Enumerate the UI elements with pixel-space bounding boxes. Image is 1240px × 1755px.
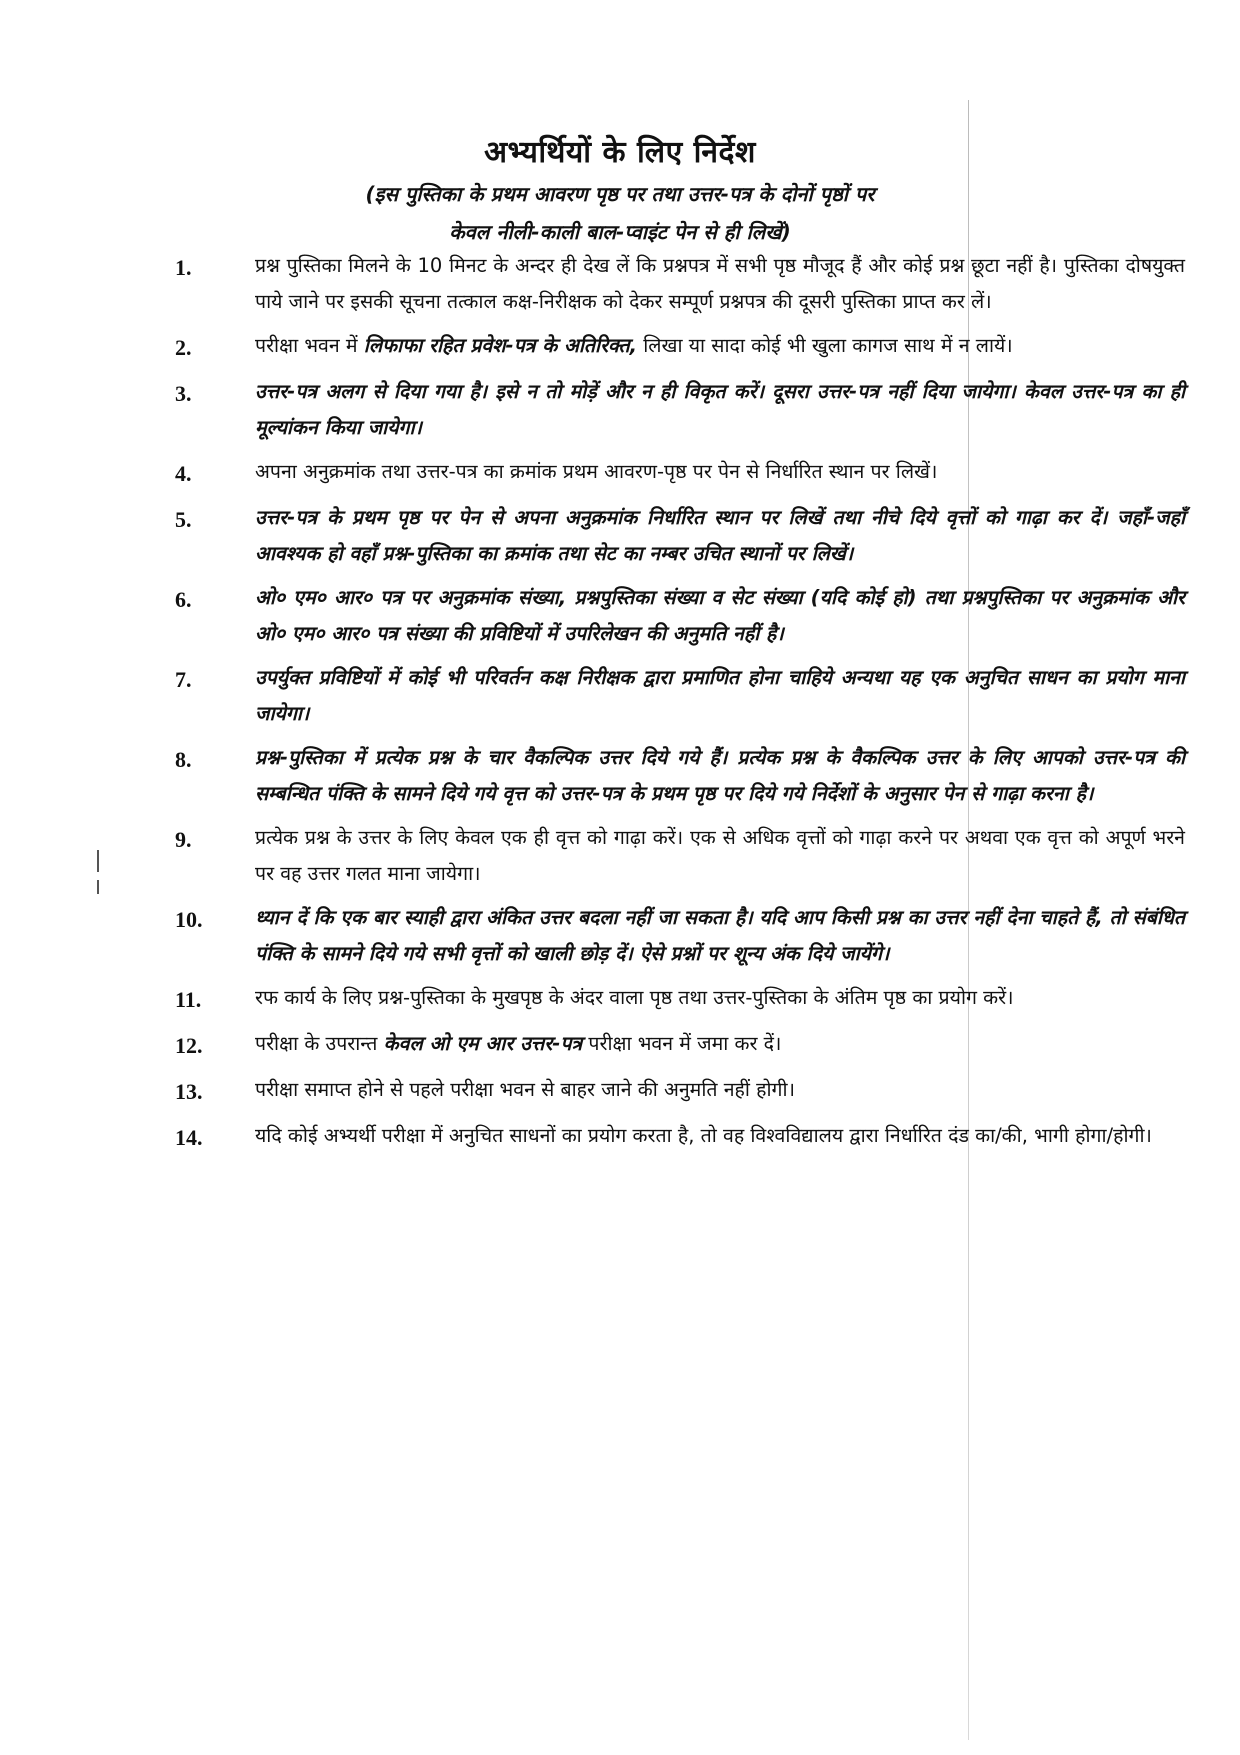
margin-mark — [97, 880, 99, 894]
instruction-text — [255, 248, 1185, 320]
instruction-item — [175, 374, 1185, 446]
instruction-text-part: प्रत्येक प्रश्न के उत्तर के लिए केवल एक ही वृत्त को गाढ़ा करें। एक से अधिक वृत्तों को गाढ़ा करने पर अथवा एक वृत्त को अपूर्ण भरने पर वह उत्तर गलत माना जायेगा। — [255, 826, 1185, 885]
instruction-text-part: रफ कार्य के लिए प्रश्न-पुस्तिका के मुखपृष्ठ के अंदर वाला पृष्ठ तथा उत्तर-पुस्तिका के अंतिम पृष्ठ का प्रयोग करें। — [255, 986, 1014, 1009]
instruction-number: 7. — [175, 667, 192, 692]
page-title: अभ्यर्थियों के लिए निर्देश — [484, 135, 756, 171]
instruction-text — [255, 1118, 1185, 1154]
margin-mark — [97, 850, 99, 872]
page-subtitle — [250, 175, 990, 251]
instruction-text-emphasis: उपर्युक्त प्रविष्टियों में कोई भी परिवर्तन कक्ष निरीक्षक द्वारा प्रमाणित होना चाहिये अन्यथा यह एक अनुचित साधन का प्रयोग माना जायेगा। — [255, 666, 1185, 725]
instruction-item — [175, 580, 1185, 652]
subtitle-line-1: (इस पुस्तिका के प्रथम आवरण पृष्ठ पर तथा उत्तर-पत्र के दोनों पृष्ठों पर — [365, 182, 875, 206]
instruction-text-part: परीक्षा भवन में जमा कर दें। — [582, 1032, 782, 1055]
instruction-number: 10. — [175, 907, 203, 932]
instruction-text-emphasis: लिफाफा रहित प्रवेश-पत्र के अतिरिक्त, — [363, 334, 638, 357]
subtitle-line-2: केवल नीली-काली बाल-प्वाइंट पेन से ही लिखें) — [449, 220, 791, 244]
instruction-text-emphasis: प्रश्न-पुस्तिका में प्रत्येक प्रश्न के चार वैकल्पिक उत्तर दिये गये हैं। प्रत्येक प्रश्न के वैकल्पिक उत्तर के लिए आपको उत्तर-पत्र की सम्बन्धित पंक्ति के सामने दिये गये वृत्त को उत्तर-पत्र के प्रथम पृष्ठ पर दिये गये निर्देशों के अनुसार पेन से गाढ़ा करना है। — [255, 746, 1185, 805]
instruction-number: 9. — [175, 827, 192, 852]
instruction-text-part: प्रश्न पुस्तिका मिलने के 10 मिनट के अन्दर ही देख लें कि प्रश्नपत्र में सभी पृष्ठ मौजूद हैं और कोई प्रश्न छूटा नहीं है। पुस्तिका दोषयुक्त पाये जाने पर इसकी सूचना तत्काल कक्ष-निरीक्षक को देकर सम्पूर्ण प्रश्नपत्र की दूसरी पुस्तिका प्राप्त कर लें। — [255, 254, 1185, 313]
instruction-number: 13. — [175, 1079, 203, 1104]
instruction-number: 3. — [175, 381, 192, 406]
instruction-text — [255, 980, 1185, 1016]
instruction-item — [175, 820, 1185, 892]
instruction-text-part: अपना अनुक्रमांक तथा उत्तर-पत्र का क्रमांक प्रथम आवरण-पृष्ठ पर पेन से निर्धारित स्थान पर लिखें। — [255, 460, 938, 483]
instruction-item — [175, 980, 1185, 1018]
instruction-text — [255, 454, 1185, 490]
instruction-item — [175, 1118, 1185, 1156]
instruction-item — [175, 660, 1185, 732]
instruction-text-emphasis: केवल ओ एम आर उत्तर-पत्र — [383, 1032, 583, 1055]
instruction-list — [175, 248, 1185, 1164]
instruction-number: 5. — [175, 507, 192, 532]
instruction-item — [175, 248, 1185, 320]
instruction-item — [175, 1026, 1185, 1064]
instruction-text — [255, 328, 1185, 364]
instruction-number: 8. — [175, 747, 192, 772]
instruction-text-emphasis: उत्तर-पत्र अलग से दिया गया है। इसे न तो मोड़ें और न ही विकृत करें। दूसरा उत्तर-पत्र नहीं दिया जायेगा। केवल उत्तर-पत्र का ही मूल्यांकन किया जायेगा। — [255, 380, 1185, 439]
instruction-text — [255, 740, 1185, 812]
instruction-text-emphasis: उत्तर-पत्र के प्रथम पृष्ठ पर पेन से अपना अनुक्रमांक निर्धारित स्थान पर लिखें तथा नीचे दिये वृत्तों को गाढ़ा कर दें। जहाँ-जहाँ आवश्यक हो वहाँ प्रश्न-पुस्तिका का क्रमांक तथा सेट का नम्बर उचित स्थानों पर लिखें। — [255, 506, 1185, 565]
instruction-item — [175, 740, 1185, 812]
instruction-text-part: परीक्षा भवन में — [255, 334, 364, 357]
instruction-item — [175, 500, 1185, 572]
instruction-text — [255, 660, 1185, 732]
instruction-number: 4. — [175, 461, 192, 486]
instruction-number: 12. — [175, 1033, 203, 1058]
instruction-item — [175, 328, 1185, 366]
instruction-item — [175, 454, 1185, 492]
instruction-number: 11. — [175, 987, 202, 1012]
instruction-number: 2. — [175, 335, 192, 360]
instruction-number: 6. — [175, 587, 192, 612]
instruction-number: 1. — [175, 255, 192, 280]
instruction-text — [255, 374, 1185, 446]
instruction-item — [175, 1072, 1185, 1110]
instruction-text-part: यदि कोई अभ्यर्थी परीक्षा में अनुचित साधनों का प्रयोग करता है, तो वह विश्वविद्यालय द्वारा निर्धारित दंड का/की, भागी होगा/होगी। — [255, 1124, 1152, 1147]
instruction-text-emphasis: ध्यान दें कि एक बार स्याही द्वारा अंकित उत्तर बदला नहीं जा सकता है। यदि आप किसी प्रश्न का उत्तर नहीं देना चाहते हैं, तो संबंधित पंक्ति के सामने दिये गये सभी वृत्तों को खाली छोड़ दें। ऐसे प्रश्नों पर शून्य अंक दिये जायेंगे। — [255, 906, 1185, 965]
instruction-number: 14. — [175, 1125, 203, 1150]
instruction-text — [255, 580, 1185, 652]
instruction-text — [255, 820, 1185, 892]
instruction-item — [175, 900, 1185, 972]
instruction-text-part: परीक्षा के उपरान्त — [255, 1032, 384, 1055]
instruction-text-part: लिखा या सादा कोई भी खुला कागज साथ में न लायें। — [637, 334, 1013, 357]
instruction-text — [255, 1072, 1185, 1108]
instruction-text — [255, 900, 1185, 972]
instruction-text-part: परीक्षा समाप्त होने से पहले परीक्षा भवन से बाहर जाने की अनुमति नहीं होगी। — [255, 1078, 795, 1101]
instruction-text — [255, 1026, 1185, 1062]
instruction-text-emphasis: ओ० एम० आर० पत्र पर अनुक्रमांक संख्या, प्रश्नपुस्तिका संख्या व सेट संख्या (यदि कोई हो) तथा प्रश्नपुस्तिका पर अनुक्रमांक और ओ० एम० आर० पत्र संख्या की प्रविष्टियों में उपरिलेखन की अनुमति नहीं है। — [255, 586, 1185, 645]
instruction-text — [255, 500, 1185, 572]
